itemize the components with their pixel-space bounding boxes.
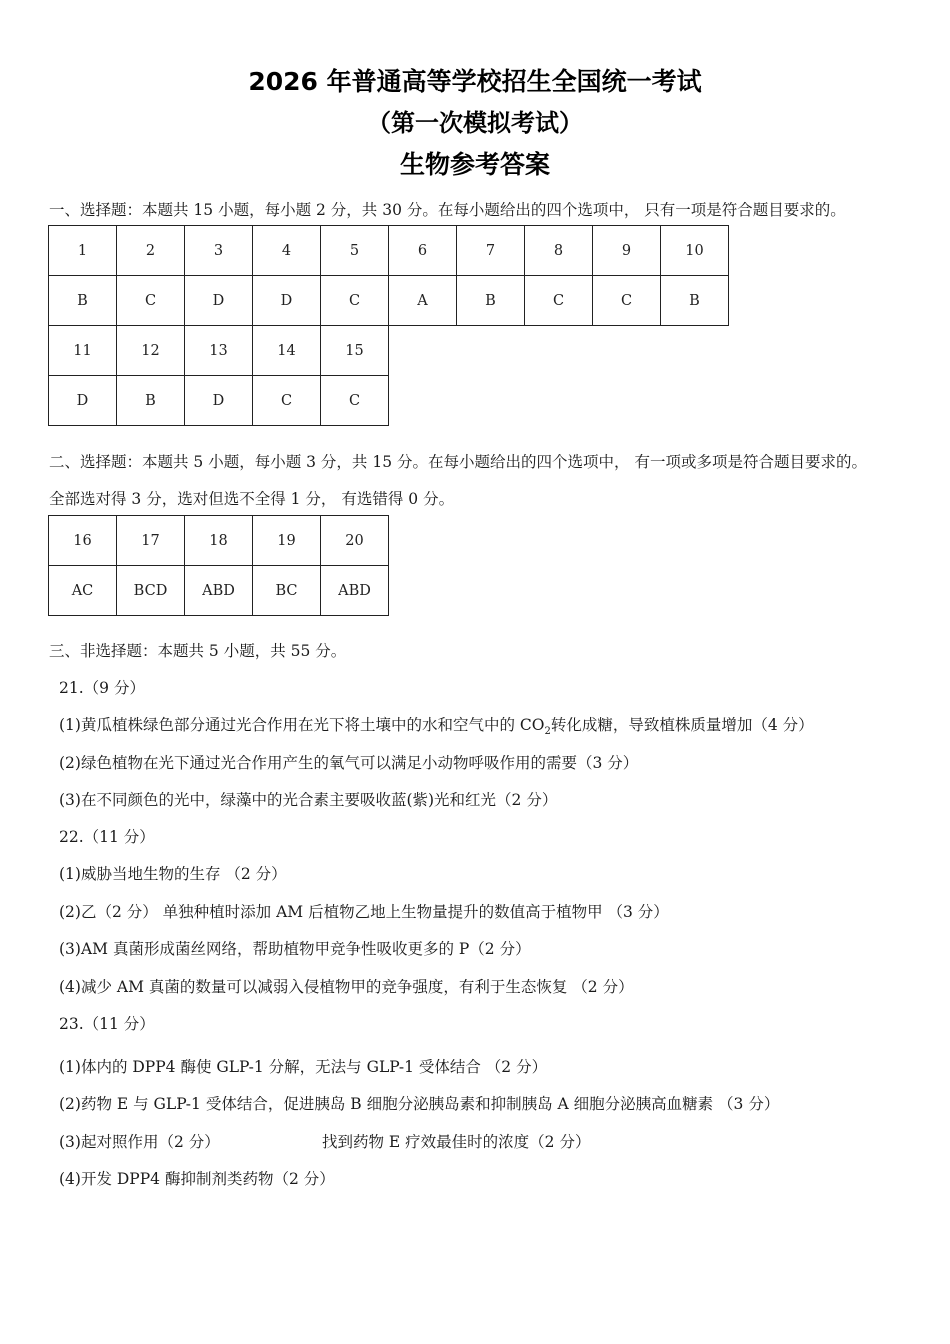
question-number: 14 — [253, 326, 321, 376]
answer-cell: D — [185, 376, 253, 426]
exam-title: 2026 年普通高等学校招生全国统一考试 — [248, 67, 702, 96]
question-number: 20 — [321, 516, 389, 566]
table-row — [49, 276, 729, 326]
q22-answer-2: (2)乙（2 分） 单独种植时添加 AM 后植物乙地上生物量提升的数值高于植物甲 （3 分） — [59, 903, 669, 921]
question-number: 13 — [185, 326, 253, 376]
question-number: 18 — [185, 516, 253, 566]
answer-cell: B — [49, 276, 117, 326]
question-number: 2 — [117, 226, 185, 276]
q23-answer-2: (2)药物 E 与 GLP-1 受体结合，促进胰岛 B 细胞分泌胰岛素和抑制胰岛 A 细胞分泌胰高血糖素 （3 分） — [59, 1095, 780, 1113]
answer-cell: B — [661, 276, 729, 326]
question-number: 10 — [661, 226, 729, 276]
question-number: 3 — [185, 226, 253, 276]
empty-cell — [525, 326, 593, 376]
answer-cell: C — [321, 276, 389, 326]
document-name: 生物参考答案 — [399, 150, 550, 179]
question-number: 5 — [321, 226, 389, 276]
section2-scoring-rule: 全部选对得 3 分，选对但选不全得 1 分， 有选错得 0 分。 — [49, 490, 455, 508]
section1-intro: 一、选择题：本题共 15 小题，每小题 2 分，共 30 分。在每小题给出的四个选项中， 只有一项是符合题目要求的。 — [49, 201, 846, 219]
question-number: 16 — [49, 516, 117, 566]
table-row — [49, 376, 729, 426]
answer-cell: C — [593, 276, 661, 326]
answer-cell: C — [117, 276, 185, 326]
empty-cell — [661, 326, 729, 376]
q22-heading: 22.（11 分） — [59, 828, 155, 846]
answer-cell: C — [321, 376, 389, 426]
answer-cell: D — [49, 376, 117, 426]
empty-cell — [389, 376, 457, 426]
empty-cell — [389, 326, 457, 376]
empty-cell — [457, 326, 525, 376]
question-number: 1 — [49, 226, 117, 276]
section2-intro: 二、选择题：本题共 5 小题，每小题 3 分，共 15 分。在每小题给出的四个选项中， 有一项或多项是符合题目要求的。 — [49, 453, 867, 471]
answer-cell: C — [525, 276, 593, 326]
answer-cell: BC — [253, 566, 321, 616]
question-number: 19 — [253, 516, 321, 566]
table-row — [49, 326, 729, 376]
question-number: 7 — [457, 226, 525, 276]
q21-answer-3: (3)在不同颜色的光中，绿藻中的光合素主要吸收蓝(紫)光和红光（2 分） — [59, 791, 558, 809]
answer-cell: D — [185, 276, 253, 326]
q22-answer-4: (4)减少 AM 真菌的数量可以减弱入侵植物甲的竞争强度，有利于生态恢复 （2 分） — [59, 978, 634, 996]
section3-intro: 三、非选择题：本题共 5 小题，共 55 分。 — [49, 642, 347, 660]
question-number: 17 — [117, 516, 185, 566]
question-number: 12 — [117, 326, 185, 376]
answer-cell: BCD — [117, 566, 185, 616]
table-row — [49, 516, 389, 566]
answer-cell: A — [389, 276, 457, 326]
question-number: 6 — [389, 226, 457, 276]
q23-answer-3b: 找到药物 E 疗效最佳时的浓度（2 分） — [322, 1133, 591, 1151]
question-number: 15 — [321, 326, 389, 376]
empty-cell — [661, 376, 729, 426]
empty-cell — [593, 376, 661, 426]
question-number: 4 — [253, 226, 321, 276]
answer-cell: ABD — [185, 566, 253, 616]
table-row — [49, 226, 729, 276]
q23-answer-1: (1)体内的 DPP4 酶使 GLP-1 分解，无法与 GLP-1 受体结合 （2 分） — [59, 1058, 548, 1076]
q21-answer-1 — [59, 713, 814, 737]
answer-cell: D — [253, 276, 321, 326]
q23-answer-3a: (3)起对照作用（2 分） — [59, 1133, 220, 1151]
question-number: 8 — [525, 226, 593, 276]
q21-answer-2: (2)绿色植物在光下通过光合作用产生的氧气可以满足小动物呼吸作用的需要（3 分） — [59, 754, 639, 772]
co2-subscript: 2 — [544, 726, 551, 738]
q21-heading: 21.（9 分） — [59, 679, 145, 697]
section1-answer-table — [48, 225, 729, 426]
answer-cell: C — [253, 376, 321, 426]
answer-cell: ABD — [321, 566, 389, 616]
empty-cell — [593, 326, 661, 376]
q22-answer-1: (1)威胁当地生物的生存 （2 分） — [59, 865, 287, 883]
q23-answer-4: (4)开发 DPP4 酶抑制剂类药物（2 分） — [59, 1170, 335, 1188]
answer-cell: B — [457, 276, 525, 326]
question-number: 9 — [593, 226, 661, 276]
empty-cell — [457, 376, 525, 426]
answer-cell: AC — [49, 566, 117, 616]
empty-cell — [525, 376, 593, 426]
answer-cell: B — [117, 376, 185, 426]
exam-subtitle: （第一次模拟考试） — [367, 109, 583, 137]
q21-answer-1-tail: 转化成糖，导致植株质量增加（4 分） — [550, 716, 814, 734]
q23-heading: 23.（11 分） — [59, 1015, 155, 1033]
q22-answer-3: (3)AM 真菌形成菌丝网络，帮助植物甲竞争性吸收更多的 P（2 分） — [59, 940, 531, 958]
section2-answer-table — [48, 515, 389, 616]
question-number: 11 — [49, 326, 117, 376]
table-row — [49, 566, 389, 616]
q21-answer-1-text: (1)黄瓜植株绿色部分通过光合作用在光下将土壤中的水和空气中的 CO — [59, 716, 545, 734]
